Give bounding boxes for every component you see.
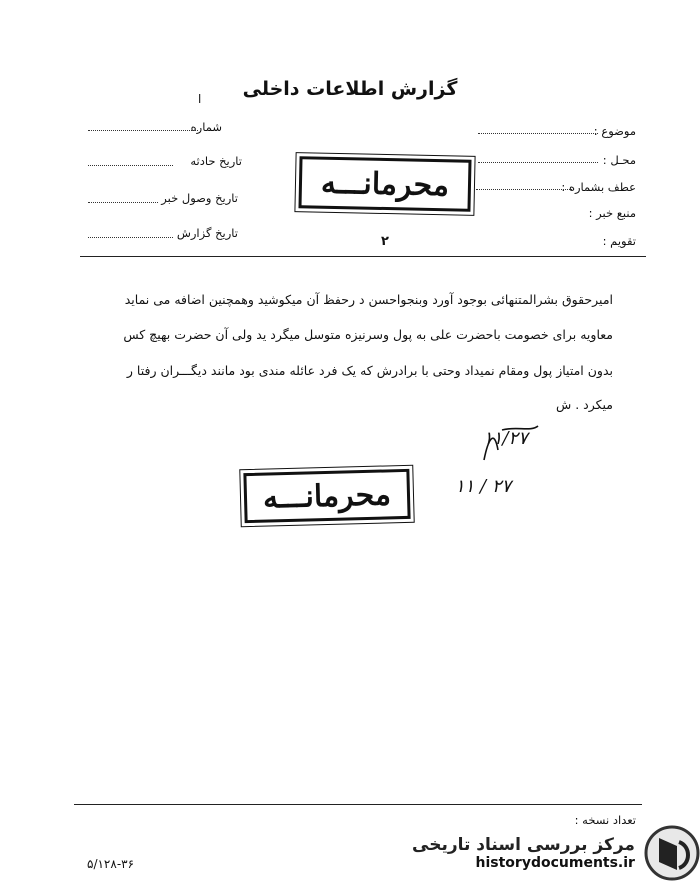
copies-label: تعداد نسخه : — [574, 813, 636, 827]
footer-separator — [74, 804, 642, 805]
archive-logo-icon — [643, 824, 700, 882]
body-line: معاویه برای خصومت باحضرت علی به پول وسرنیزه متوسل میگرد ید ولی آن حضرت بهیچ کس — [123, 327, 613, 342]
field-reference-dots — [476, 189, 572, 190]
field-subject-label: موضوع : — [593, 124, 636, 138]
field-incident-date-dots — [88, 165, 173, 166]
confidential-stamp-bottom — [243, 469, 410, 523]
body-line: میکرد . ش — [555, 397, 613, 412]
stamp-text-top: محرمانـــه — [320, 165, 450, 203]
field-report-date-label: تاریخ گزارش — [176, 226, 238, 240]
document-code: ۵/۱۲۸-۳۶ — [87, 857, 135, 871]
field-subject-dots — [478, 133, 598, 134]
signature-scribble-icon — [476, 420, 546, 470]
watermark-title: مرکز بررسی اسناد تاریخی — [412, 835, 635, 855]
tick-mark: ا — [198, 92, 202, 106]
document-title: گزارش اطلاعات داخلی — [242, 78, 458, 100]
field-report-date-dots — [88, 237, 173, 238]
field-incident-date-label: تاریخ حادثه — [190, 154, 242, 168]
field-location-dots — [478, 162, 598, 163]
field-received-date-label: تاریخ وصول خبر — [161, 191, 238, 205]
archive-watermark — [412, 824, 700, 882]
field-source-label: منبع خبر : — [588, 206, 636, 220]
field-reference-label: عطف بشماره : — [561, 180, 636, 194]
stamp-text-bottom: محرمانـــه — [262, 476, 392, 516]
confidential-stamp-top — [298, 156, 471, 212]
field-calendar-label: تقویم : — [602, 234, 636, 248]
field-number-dots — [88, 130, 198, 131]
body-line: بدون امتیاز پول ومقام نمیداد وحتی با برادرش که یک فرد عائله مندی بود مانند دیگـــران رفتا ر — [126, 363, 613, 378]
signature-note: ۱۱/۲۷ — [483, 428, 528, 449]
date-note: ۱۱ / ۲۷ — [455, 476, 512, 497]
page-number: ۲ — [381, 234, 389, 249]
field-location-label: محـل : — [602, 153, 636, 167]
field-received-date-dots — [88, 202, 158, 203]
field-number-label: شماره — [190, 120, 222, 134]
watermark-url: historydocuments.ir — [475, 855, 635, 871]
body-line: امیرحقوق بشرالمتنهائی بوجود آورد وبنجواحسن د رحفظ آن میکوشید وهمچنین اضافه می نماید — [124, 292, 613, 307]
header-separator — [80, 256, 646, 257]
